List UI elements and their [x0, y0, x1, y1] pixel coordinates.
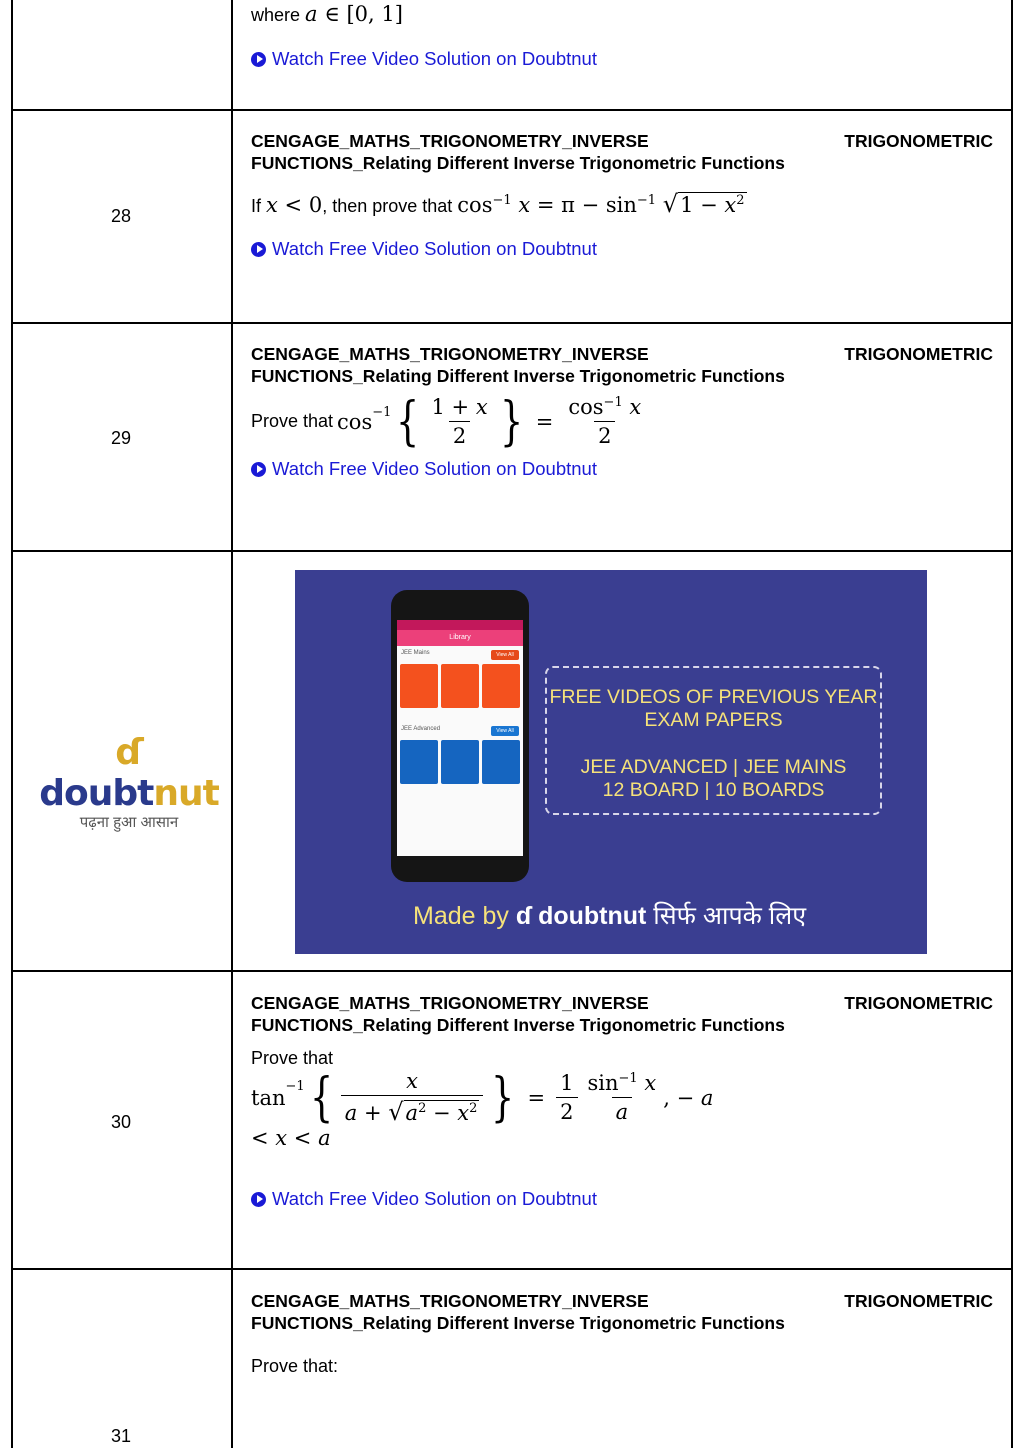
- row-divider: [11, 970, 1013, 972]
- question-category: CENGAGE_MATHS_TRIGONOMETRY_INVERSE TRIGONOMETRIC FUNCTIONS_Relating Different Inverse Trigonometric Functions: [251, 131, 993, 173]
- table-column-divider: [231, 0, 233, 1448]
- question-number: 30: [110, 1112, 132, 1132]
- play-icon: [251, 1192, 266, 1207]
- made-by-tagline: Made by ɗ doubtnut सिर्फ आपके लिए: [413, 902, 807, 930]
- question-31: [251, 1290, 993, 1377]
- play-icon: [251, 242, 266, 257]
- question-text: Prove that cos −1 { $\frac{1 + x}{2}$ } = $\frac{\cos^{-1} x}{2}$: [251, 391, 642, 452]
- watch-video-link[interactable]: Watch Free Video Solution on Doubtnut: [251, 458, 993, 480]
- watch-video-link[interactable]: Watch Free Video Solution on Doubtnut: [251, 1188, 993, 1210]
- question-27-tail: [251, 2, 993, 70]
- question-category: CENGAGE_MATHS_TRIGONOMETRY_INVERSE TRIGONOMETRIC FUNCTIONS_Relating Different Inverse Trigonometric Functions: [251, 344, 993, 386]
- logo-wordmark: ɗ doubtnut: [39, 732, 219, 814]
- watch-video-link[interactable]: Watch Free Video Solution on Doubtnut: [251, 238, 993, 260]
- question-text: where a ∈ [0, 1]: [251, 2, 403, 26]
- play-icon: [251, 462, 266, 477]
- question-28: [251, 130, 993, 260]
- row-divider: [11, 322, 1013, 324]
- question-number: 31: [110, 1426, 132, 1446]
- table-border-right: [1011, 0, 1013, 1448]
- row-divider: [11, 109, 1013, 111]
- question-category: CENGAGE_MATHS_TRIGONOMETRY_INVERSE TRIGONOMETRIC FUNCTIONS_Relating Different Inverse Trigonometric Functions: [251, 993, 993, 1035]
- watch-video-link[interactable]: Watch Free Video Solution on Doubtnut: [251, 48, 993, 70]
- promo-text-box: FREE VIDEOS OF PREVIOUS YEAR EXAM PAPERS JEE ADVANCED | JEE MAINS 12 BOARD | 10 BOARDS: [545, 666, 882, 815]
- question-text: If x < 0, then prove that $\cos^{-1} x = \pi - \sin^{-1} √1 - x^2$: [251, 190, 745, 218]
- question-29: [251, 343, 993, 480]
- question-30: [251, 992, 993, 1210]
- question-text: Prove that tan −1 { $\frac{x}{a + √a^2 - x^2}$ } = $\frac{1}{2}$ $\frac{\sin^{-1} x}{a}$ , − a < x < a: [251, 1048, 714, 1150]
- row-divider: [11, 550, 1013, 552]
- app-screen: Library JEE Mains View All JEE Advanced View All: [397, 620, 523, 856]
- question-category: CENGAGE_MATHS_TRIGONOMETRY_INVERSE TRIGONOMETRIC FUNCTIONS_Relating Different Inverse Trigonometric Functions: [251, 1291, 993, 1333]
- play-icon: [251, 52, 266, 67]
- row-divider: [11, 1268, 1013, 1270]
- question-text: Prove that:: [251, 1356, 339, 1376]
- logo-tagline: पढ़ना हुआ आसान: [79, 814, 179, 831]
- promo-banner[interactable]: [295, 570, 927, 954]
- phone-mockup: [391, 590, 529, 882]
- question-number: 29: [110, 428, 132, 448]
- question-number: 28: [110, 206, 132, 226]
- doubtnut-logo: [29, 732, 229, 832]
